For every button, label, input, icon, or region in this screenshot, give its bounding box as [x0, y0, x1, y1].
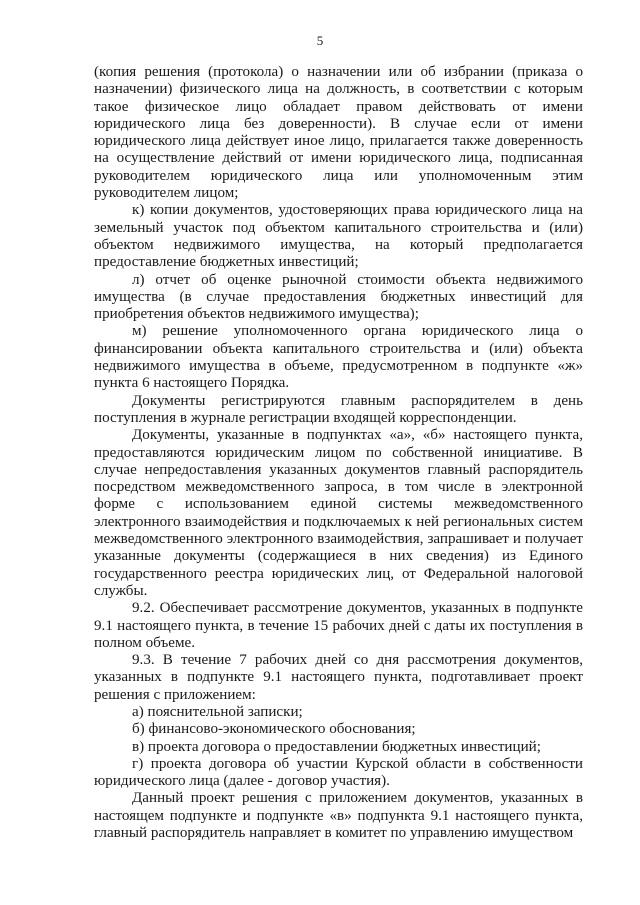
- list-item: а) пояснительной записки;: [132, 703, 303, 720]
- paragraph: к) копии документов, удостоверяющих права юридического лица на земельный участок под объектом капитального строительства и (или) объектом недвижимого имущества, на который предполагается предоставление бюджетных инвестиций;: [94, 202, 583, 271]
- list-item: г) проекта договора об участии Курской области в собственности юридического лица (далее - договор участия).: [94, 755, 583, 790]
- paragraph: Документы, указанные в подпунктах «а», «б» настоящего пункта, предоставляются юридическим лицом по собственной инициативе. В случае непредоставления указанных документов главный распорядитель посредством межведомственного запроса, в том числе в электронной форме с использованием единой системы межведомственного электронного взаимодействия и подключаемых к ней региональных систем межведомственного электронного взаимодействия, запрашивает и получает указанные документы (содержащиеся в них сведения) из Единого государственного реестра юридических лиц, от Федеральной налоговой службы.: [94, 427, 583, 599]
- paragraph: Документы регистрируются главным распорядителем в день поступления в журнале регистрации входящей корреспонденции.: [94, 392, 583, 426]
- paragraph: м) решение уполномоченного органа юридического лица о финансировании объекта капитального строительства и (или) объекта недвижимого имущества в объеме, предусмотренном в подпункте «ж» пункта 6 настоящего Порядка.: [94, 323, 583, 392]
- list-item: в) проекта договора о предоставлении бюджетных инвестиций;: [132, 738, 541, 755]
- list-item: б) финансово-экономического обоснования;: [132, 721, 416, 738]
- paragraph: 9.2. Обеспечивает рассмотрение документов, указанных в подпункте 9.1 настоящего пункта, в течение 15 рабочих дней с даты их поступления в полном объеме.: [94, 600, 583, 651]
- paragraph: Данный проект решения с приложением документов, указанных в настоящем подпункте и подпункте «в» подпункта 9.1 настоящего пункта, главный распорядитель направляет в комитет по управлению имуществом: [94, 790, 583, 842]
- body-text: [94, 64, 583, 842]
- paragraph: 9.3. В течение 7 рабочих дней со дня рассмотрения документов, указанных в подпункте 9.1 настоящего пункта, подготавливает проект решения с приложением:: [94, 652, 583, 703]
- paragraph: (копия решения (протокола) о назначении или об избрании (приказа о назначении) физического лица на должность, в соответствии с которым такое физическое лицо обладает правом действовать от имени юридического лица без доверенности). В случае если от имени юридического лица действует иное лицо, прилагается также доверенность на осуществление действий от имени юридического лица, подписанная руководителем юридического лица или уполномоченным этим руководителем лицом;: [94, 64, 583, 202]
- paragraph: л) отчет об оценке рыночной стоимости объекта недвижимого имущества (в случае предоставления бюджетных инвестиций для приобретения объектов недвижимого имущества);: [94, 271, 583, 323]
- page-number: 5: [316, 33, 324, 48]
